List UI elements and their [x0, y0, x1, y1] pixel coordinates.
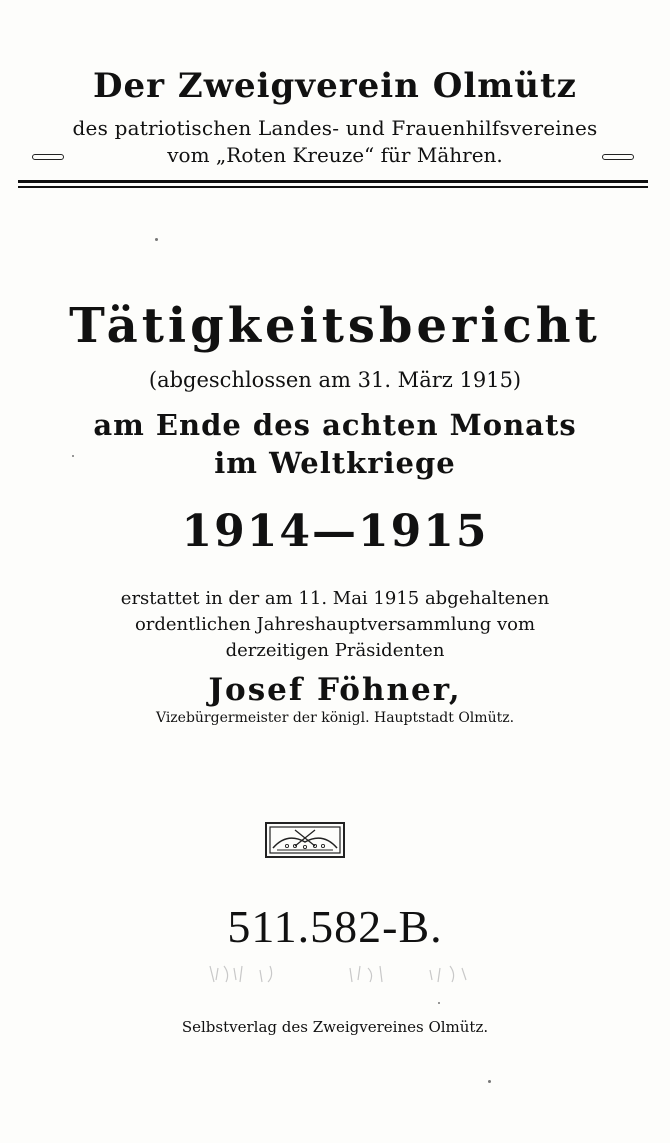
association-title: Der Zweigverein Olmütz [93, 66, 577, 106]
paper-speck [438, 1002, 440, 1004]
report-years: 1914—1915 [181, 506, 489, 557]
closing-date-note: (abgeschlossen am 31. März 1915) [148, 368, 522, 392]
presented-line-2: ordentlichen Jahreshauptversammlung vom [134, 614, 536, 635]
publisher-line: Selbstverlag des Zweigvereines Olmütz. [181, 1018, 489, 1036]
presenter-role: Vizebürgermeister der königl. Hauptstadt Olmütz. [155, 710, 515, 726]
paper-speck [488, 1080, 491, 1083]
presented-line-3: derzeitigen Präsidenten [225, 640, 445, 661]
ornament-stamp-graphic [267, 824, 343, 856]
paper-speck [72, 455, 74, 457]
period-line-1: am Ende des achten Monats [93, 408, 577, 442]
presenter-name: Josef Föhner, [208, 672, 462, 708]
association-subtitle-row [30, 143, 640, 171]
association-subtitle-line2: vom „Roten Kreuze“ für Mähren. [167, 143, 503, 167]
ornament-stamp-icon [265, 822, 345, 858]
header-rule-thick [18, 180, 648, 183]
paper-speck [155, 238, 158, 241]
ornament-dash-right [602, 154, 634, 160]
period-line-2: im Weltkriege [214, 446, 456, 480]
report-title: Tätigkeitsbericht [69, 298, 601, 354]
library-shelfmark: 511.582-B. [227, 901, 443, 952]
presented-line-1: erstattet in der am 11. Mai 1915 abgehaltenen [120, 588, 550, 609]
association-subtitle-line1: des patriotischen Landes- und Frauenhilfsvereines [72, 116, 598, 140]
header-rule-thin [18, 186, 648, 188]
faint-ink-marks [200, 960, 490, 988]
